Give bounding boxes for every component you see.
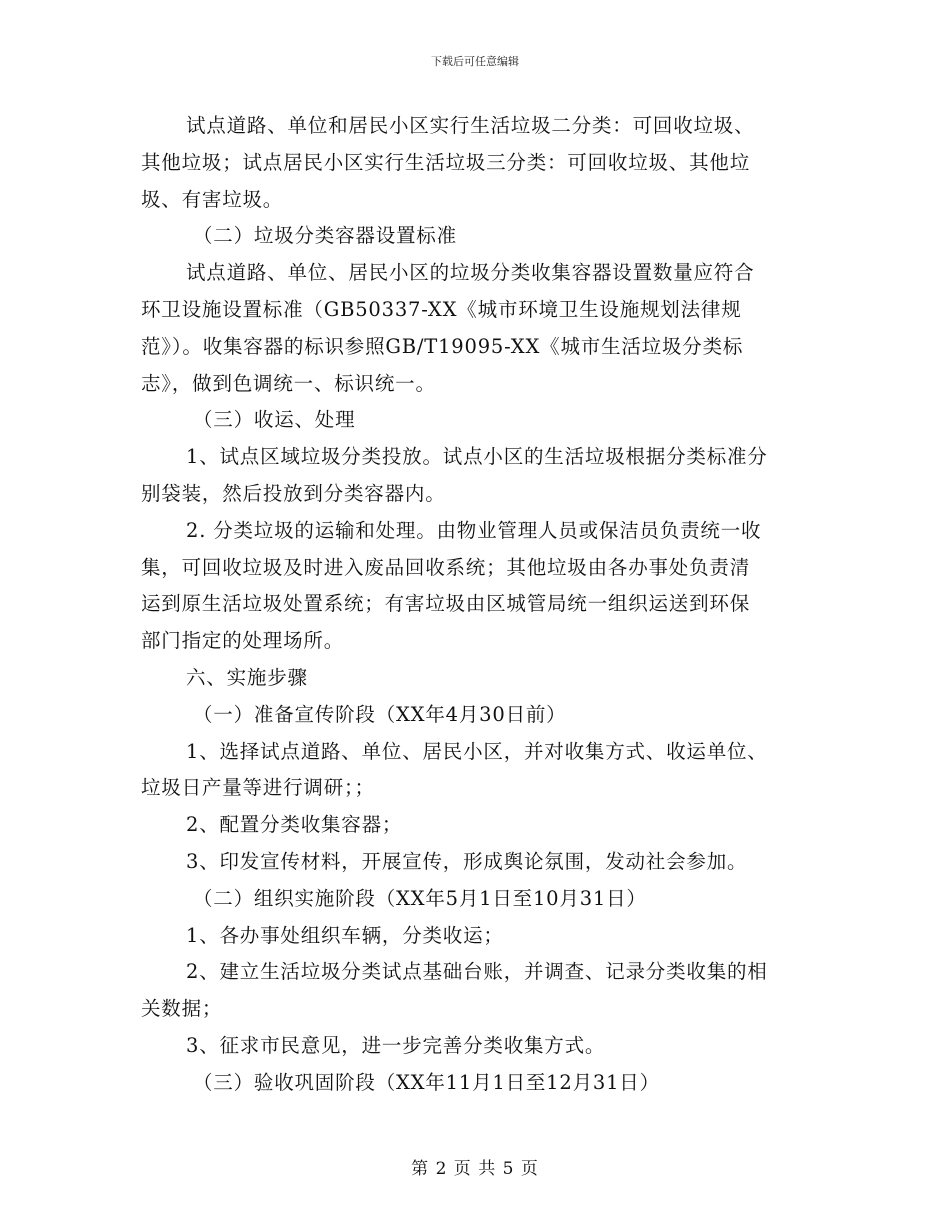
section-heading: （二）垃圾分类容器设置标准 [193,224,457,248]
paragraph-line: 志》，做到色调统一、标识统一。 [141,371,436,395]
paragraph-line: 2、建立生活垃圾分类试点基础台账，并调查、记录分类收集的相 [186,960,768,984]
document-body [141,108,809,1102]
paragraph-line: 圾、有害垃圾。 [141,187,284,211]
section-heading: 六、实施步骤 [186,665,308,689]
page-footer: 第 2 页 共 5 页 [411,1159,539,1179]
section-heading: （二）组织实施阶段（XX年5月1日至10月31日） [193,886,647,910]
page-header: 下载后可任意编辑 [431,55,519,68]
paragraph-line: 部门指定的处理场所。 [141,629,345,653]
section-heading: （三）收运、处理 [193,408,356,432]
paragraph-line: 3、征求市民意见，进一步完善分类收集方式。 [186,1033,606,1057]
paragraph-line: 别袋装，然后投放到分类容器内。 [141,481,446,505]
paragraph-line: 试点道路、单位、居民小区的垃圾分类收集容器设置数量应符合 [186,261,755,285]
paragraph-line: 1、选择试点道路、单位、居民小区，并对收集方式、收运单位、 [186,739,768,763]
paragraph-line: 其他垃圾；试点居民小区实行生活垃圾三分类：可回收垃圾、其他垃 [141,150,751,174]
paragraph-line: 2. 分类垃圾的运输和处理。由物业管理人员或保洁员负责统一收 [186,518,762,542]
paragraph-line: 1、各办事处组织车辆，分类收运； [186,923,504,947]
section-heading: （三）验收巩固阶段（XX年11月1日至12月31日） [193,1070,660,1094]
paragraph-line: 范》）。收集容器的标识参照GB/T19095-XX《城市生活垃圾分类标 [141,334,744,358]
paragraph-line: 关数据； [141,997,223,1021]
paragraph-line: 垃圾日产量等进行调研；； [141,776,375,800]
paragraph-line: 环卫设施设置标准（GB50337-XX《城市环境卫生设施规划法律规 [141,297,742,321]
paragraph-line: 运到原生活垃圾处置系统；有害垃圾由区城管局统一组织运送到环保 [141,592,751,616]
paragraph-line: 3、印发宣传材料，开展宣传，形成舆论氛围，发动社会参加。 [186,849,748,873]
paragraph-line: 1、试点区域垃圾分类投放。试点小区的生活垃圾根据分类标准分 [186,445,768,469]
section-heading: （一）准备宣传阶段（XX年4月30日前） [193,702,567,726]
paragraph-line: 试点道路、单位和居民小区实行生活垃圾二分类：可回收垃圾、 [186,114,755,137]
paragraph-line: 2、配置分类收集容器； [186,813,403,837]
paragraph-line: 集，可回收垃圾及时进入废品回收系统；其他垃圾由各办事处负责清 [141,555,751,579]
